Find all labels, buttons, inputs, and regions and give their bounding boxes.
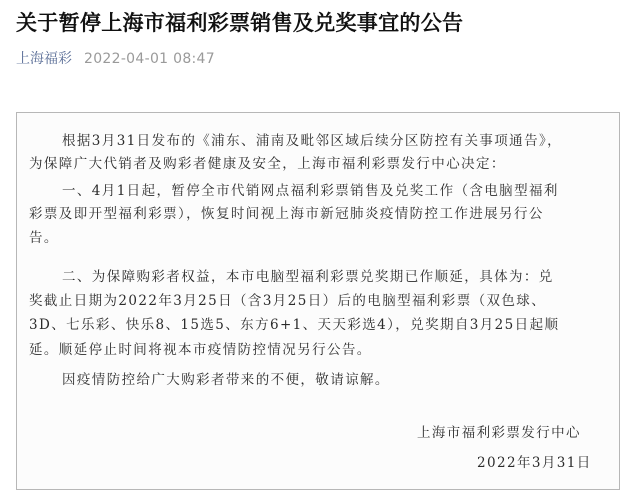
issue-date: 2022年3月31日	[477, 455, 592, 471]
article-title: 关于暂停上海市福利彩票销售及兑奖事宜的公告	[16, 11, 464, 35]
notice-text-line: 一、4月1日起，暂停全市代销网点福利彩票销售及兑奖工作（含电脑型福利	[62, 183, 559, 199]
publish-date: 2022-04-01 08:47	[84, 51, 215, 67]
notice-text-line: 彩票及即开型福利彩票），恢复时间视上海市新冠肺炎疫情防控工作进展另行公	[29, 206, 544, 222]
notice-text-line: 延。顺延停止时间将视本市疫情防控情况另行公告。	[29, 342, 372, 358]
notice-text-line: 二、为保障购彩者权益，本市电脑型福利彩票兑奖期已作顺延，具体为：兑	[62, 269, 554, 285]
notice-image	[16, 112, 620, 490]
notice-text-line: 3D、七乐彩、快乐8、15选5、东方6+1、天天彩选4），兑奖期自3月25日起顺	[29, 317, 560, 333]
notice-text-line: 奖截止日期为2022年3月25日（含3月25日）后的电脑型福利彩票（双色球、	[29, 293, 547, 309]
notice-text-line: 告。	[29, 230, 59, 246]
notice-text-line: 为保障广大代销者及购彩者健康及安全，上海市福利彩票发行中心决定：	[29, 156, 506, 172]
issuer-signature: 上海市福利彩票发行中心	[417, 425, 581, 441]
notice-text-line: 因疫情防控给广大购彩者带来的不便，敬请谅解。	[62, 372, 390, 388]
author-link[interactable]: 上海福彩	[16, 51, 72, 67]
article-meta	[16, 49, 215, 69]
notice-text-line: 根据3月31日发布的《浦东、浦南及毗邻区域后续分区防控有关事项通告》，	[62, 133, 563, 149]
